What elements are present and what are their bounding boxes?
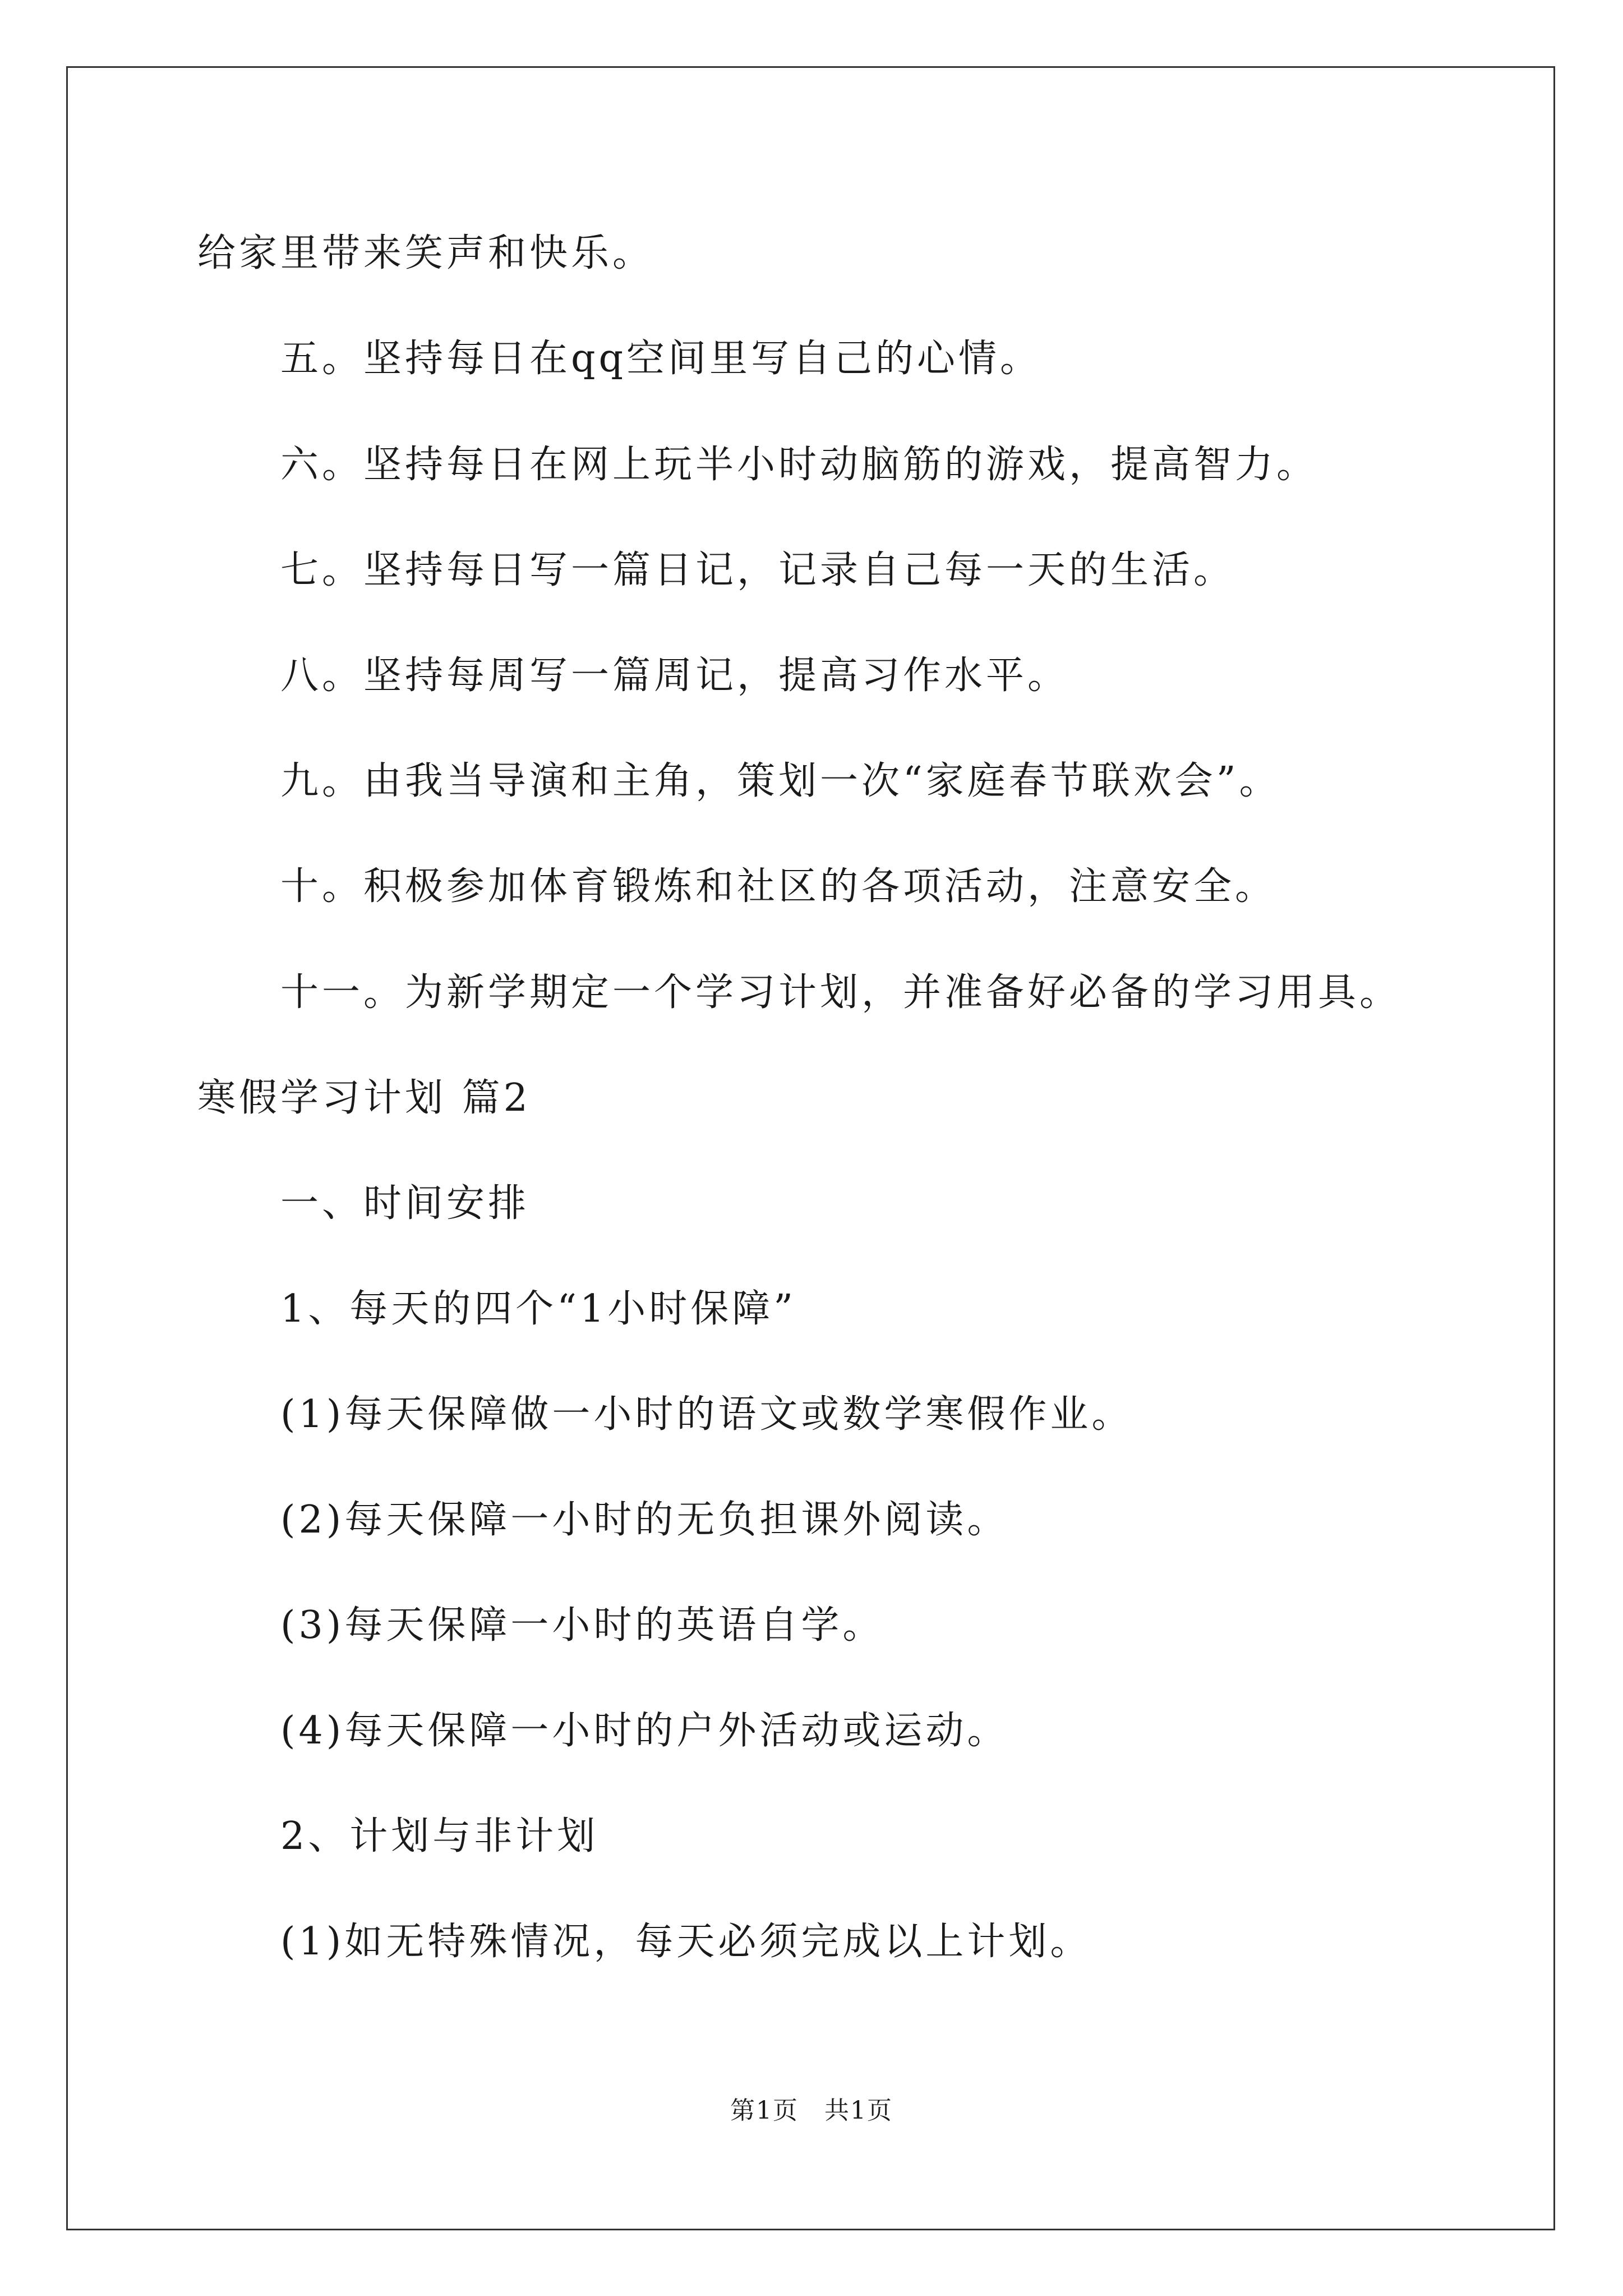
paragraph-line: (1)如无特殊情况，每天必须完成以上计划。 bbox=[280, 1920, 1092, 1964]
paragraph-line: 十一。为新学期定一个学习计划，并准备好必备的学习用具。 bbox=[280, 970, 1401, 1015]
page-footer bbox=[0, 2095, 1623, 2127]
page-total-label: 共1页 bbox=[824, 2096, 893, 2125]
paragraph-line: 给家里带来笑声和快乐。 bbox=[197, 231, 654, 275]
paragraph-line: 1、每天的四个“1小时保障” bbox=[280, 1287, 797, 1331]
paragraph-line: 五。坚持每日在qq空间里写自己的心情。 bbox=[280, 337, 1042, 381]
paragraph-line: 九。由我当导演和主角，策划一次“家庭春节联欢会”。 bbox=[280, 759, 1281, 803]
paragraph-line: (2)每天保障一小时的无负担课外阅读。 bbox=[280, 1498, 1009, 1542]
section-heading: 寒假学习计划 篇2 bbox=[197, 1076, 531, 1120]
paragraph-line: 一、时间安排 bbox=[280, 1181, 530, 1226]
paragraph-line: 2、计划与非计划 bbox=[280, 1814, 599, 1858]
paragraph-line: 八。坚持每周写一篇周记，提高习作水平。 bbox=[280, 654, 1069, 698]
paragraph-line: (1)每天保障做一小时的语文或数学寒假作业。 bbox=[280, 1392, 1133, 1437]
paragraph-line: (3)每天保障一小时的英语自学。 bbox=[280, 1603, 884, 1648]
paragraph-line: 六。坚持每日在网上玩半小时动脑筋的游戏，提高智力。 bbox=[280, 443, 1318, 487]
paragraph-line: 十。积极参加体育锻炼和社区的各项活动，注意安全。 bbox=[280, 864, 1277, 909]
page-number-label: 第1页 bbox=[730, 2096, 799, 2125]
paragraph-line: 七。坚持每日写一篇日记，记录自己每一天的生活。 bbox=[280, 548, 1235, 592]
paragraph-line: (4)每天保障一小时的户外活动或运动。 bbox=[280, 1709, 1009, 1753]
page-border bbox=[66, 66, 1555, 2230]
